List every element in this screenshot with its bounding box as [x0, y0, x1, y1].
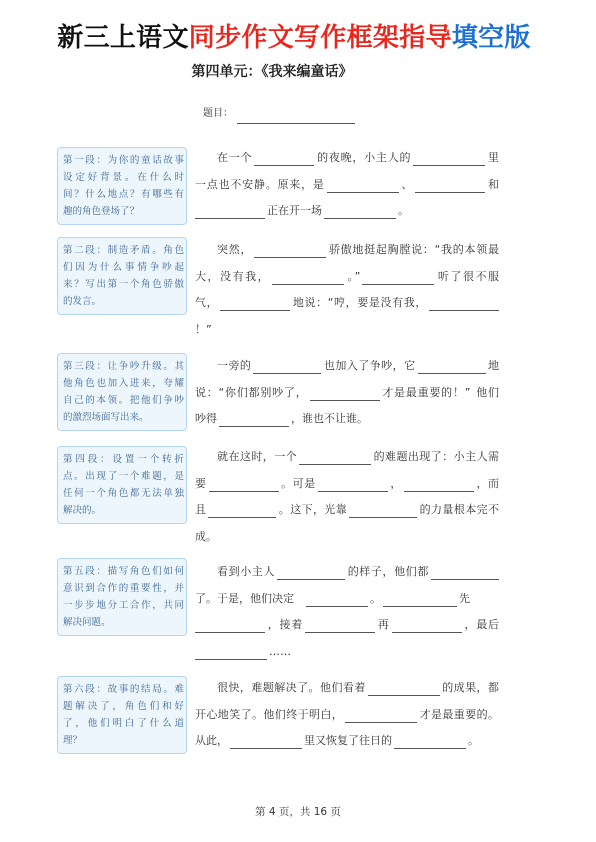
text-segment: 。 — [398, 204, 409, 217]
text-segment: 地 — [487, 359, 500, 372]
hint-line: 第四段：设置一个转折 — [63, 454, 184, 465]
text-segment: 也加入了争吵，它 — [323, 359, 416, 372]
paragraph-3 — [195, 353, 499, 433]
text-line — [195, 586, 499, 613]
text-segment: 一旁的 — [217, 359, 252, 372]
paragraph-6 — [195, 675, 499, 755]
hint-line: 来？写出第一个角色骄傲 — [63, 279, 184, 290]
text-segment: 吵得 — [195, 412, 217, 425]
hint-line: 任何一个角色都无法单独 — [63, 488, 184, 499]
fill-in-blank — [195, 209, 265, 219]
title-guide-name: 同步作文写作框架指导 — [188, 23, 452, 53]
fill-in-blank — [305, 623, 375, 633]
text-segment: …… — [269, 644, 291, 658]
fill-in-blank — [209, 482, 279, 492]
fill-in-blank — [254, 156, 314, 166]
paragraph-1 — [195, 145, 499, 225]
fill-in-blank — [345, 713, 417, 723]
fill-in-blank — [230, 739, 302, 749]
text-segment: 先 — [459, 591, 470, 605]
hint-line: 第三段：让争吵升级。其 — [63, 361, 184, 372]
unit-title: 第四单元：《我来编童话》 — [191, 64, 353, 80]
hint-line: 了，他们明白了什么道 — [63, 718, 184, 729]
fill-in-blank — [324, 209, 396, 219]
hint-line: 第一段：为你的童话故事 — [63, 155, 184, 166]
fill-in-blank — [219, 417, 289, 427]
text-line — [195, 728, 499, 755]
fill-in-blank — [195, 650, 267, 660]
hint-line: 第六段：故事的结局。难 — [63, 684, 184, 695]
text-segment: 骄傲地挺起胸膛说：“我的本领最 — [328, 243, 499, 256]
hint-line: 解决的。 — [63, 505, 102, 516]
text-line — [195, 444, 499, 471]
text-segment: 大，没有我， — [195, 269, 271, 283]
hint-line: 的激烈场面写出来。 — [63, 412, 149, 423]
fill-in-blank — [277, 570, 345, 580]
text-line — [195, 380, 499, 407]
text-segment: 很快，难题解决了。他们看着 — [217, 681, 366, 694]
text-segment: ，而 — [475, 476, 500, 490]
topic-blank — [237, 123, 355, 124]
paragraph-4 — [195, 444, 499, 550]
text-segment: 的成果，都 — [441, 681, 500, 694]
text-segment: 一点也不安静。原来，是 — [195, 177, 325, 191]
text-segment: 、 — [400, 177, 414, 191]
text-segment: 说：“你们都别吵了， — [195, 385, 308, 399]
fill-in-blank — [208, 508, 276, 518]
hint-box-paragraph-3 — [57, 353, 187, 431]
text-line — [195, 264, 499, 291]
text-line — [195, 237, 499, 264]
hint-line: 意识到合作的重要性，并 — [63, 583, 184, 594]
hint-box-paragraph-4 — [57, 446, 187, 524]
fill-in-blank — [253, 364, 321, 374]
hint-box-paragraph-1 — [57, 147, 187, 225]
text-line — [195, 612, 499, 639]
text-segment: 气， — [195, 296, 219, 309]
hint-line: 题解决了，角色们和好 — [63, 701, 184, 712]
fill-in-blank — [220, 301, 290, 311]
text-line — [195, 290, 499, 317]
fill-in-blank — [362, 275, 434, 285]
text-segment: 。 — [370, 591, 381, 605]
text-line — [195, 524, 499, 551]
hint-line: 点。出现了一个难题，是 — [63, 471, 184, 482]
text-segment: 和 — [487, 177, 500, 191]
text-segment: 的难题出现了：小主人需 — [373, 450, 500, 463]
text-segment: ， — [389, 476, 402, 490]
text-line — [195, 559, 499, 586]
text-segment: 要 — [195, 476, 207, 490]
hint-line: 解决问题。 — [63, 617, 111, 628]
text-segment: 开心地笑了。他们终于明白， — [195, 707, 344, 721]
text-segment: 。可是 — [280, 476, 316, 490]
text-segment: 的夜晚，小主人的 — [316, 151, 412, 164]
text-segment: 再 — [377, 618, 390, 631]
hint-line: 他角色也加入进来，夸耀 — [63, 378, 184, 389]
fill-in-blank — [318, 482, 388, 492]
paragraph-2 — [195, 237, 499, 343]
text-segment: 。 — [468, 734, 479, 747]
text-segment: 且 — [195, 503, 207, 516]
text-line — [195, 471, 499, 498]
hint-line: 第二段：制造矛盾。角色 — [63, 245, 184, 256]
hint-line: 设定好背景。在什么时 — [63, 172, 184, 183]
hint-line: 第五段：描写角色们如何 — [63, 566, 184, 577]
hint-line: 的发言。 — [63, 296, 102, 307]
fill-in-blank — [299, 455, 371, 465]
text-segment: 就在这时，一个 — [217, 450, 298, 463]
text-segment: 从此， — [195, 734, 228, 747]
hint-line: 理？ — [63, 735, 83, 746]
text-segment: 在一个 — [217, 151, 253, 164]
text-segment: 。这下，光靠 — [278, 503, 348, 516]
text-segment: 地说：“哼，要是没有我， — [292, 296, 428, 309]
text-segment: 看到小主人 — [217, 565, 276, 578]
hint-line: 趣的角色登场了？ — [63, 206, 140, 217]
text-line — [195, 198, 499, 225]
fill-in-blank — [310, 391, 380, 401]
text-segment: 才是最重要的！” — [381, 385, 471, 399]
text-segment: 。” — [346, 269, 361, 283]
text-segment: 他们 — [475, 385, 499, 399]
page-title — [0, 20, 588, 56]
text-segment: 听了很不服 — [436, 269, 500, 283]
topic-label: 题目： — [203, 108, 233, 119]
text-segment: ！” — [195, 322, 212, 336]
fill-in-blank — [413, 156, 485, 166]
text-segment: ，接着 — [267, 618, 304, 631]
text-segment: 里又恢复了往日的 — [304, 734, 392, 747]
fill-in-blank — [429, 301, 499, 311]
title-edition: 填空版 — [451, 23, 531, 53]
hint-box-paragraph-6 — [57, 676, 187, 754]
text-segment: ，谁也不让谁。 — [291, 412, 368, 425]
hint-line: 自己的本领。把他们争吵 — [63, 395, 184, 406]
text-segment: ，最后 — [463, 618, 500, 631]
text-line — [195, 497, 499, 524]
hint-box-paragraph-2 — [57, 237, 187, 315]
hint-line: 一步步地分工合作，共同 — [63, 600, 184, 611]
text-line — [195, 406, 499, 433]
hint-line: 间？什么地点？有哪些有 — [63, 189, 184, 200]
fill-in-blank — [431, 570, 499, 580]
text-segment: 的样子，他们都 — [347, 565, 430, 578]
text-line — [195, 317, 499, 344]
fill-in-blank — [383, 597, 457, 607]
fill-in-blank — [404, 482, 474, 492]
fill-in-blank — [327, 183, 399, 193]
fill-in-blank — [394, 739, 466, 749]
hint-line: 们因为什么事情争吵起 — [63, 262, 184, 273]
paragraph-5 — [195, 559, 499, 665]
page-footer: 第 4 页，共 16 页 — [255, 806, 341, 818]
fill-in-blank — [254, 248, 326, 258]
title-grade-subject: 新三上语文 — [57, 23, 189, 53]
fill-in-blank — [195, 623, 265, 633]
fill-in-blank — [306, 597, 368, 607]
text-line — [195, 145, 499, 172]
text-segment: 正在开一场 — [267, 204, 322, 217]
text-line — [195, 675, 499, 702]
fill-in-blank — [415, 183, 485, 193]
text-line — [195, 639, 499, 666]
fill-in-blank — [392, 623, 462, 633]
fill-in-blank — [418, 364, 486, 374]
fill-in-blank — [349, 508, 417, 518]
text-line — [195, 353, 499, 380]
text-segment: 成。 — [195, 529, 217, 543]
hint-box-paragraph-5 — [57, 558, 187, 636]
text-line — [195, 172, 499, 199]
text-line — [195, 702, 499, 729]
text-segment: 突然， — [217, 243, 253, 256]
text-segment: 的力量根本完不 — [419, 503, 500, 516]
fill-in-blank — [368, 686, 440, 696]
text-segment: 里 — [487, 151, 500, 164]
text-segment: 才是最重要的。 — [419, 707, 500, 721]
fill-in-blank — [272, 275, 344, 285]
text-segment: 了。于是，他们决定 — [195, 591, 294, 605]
